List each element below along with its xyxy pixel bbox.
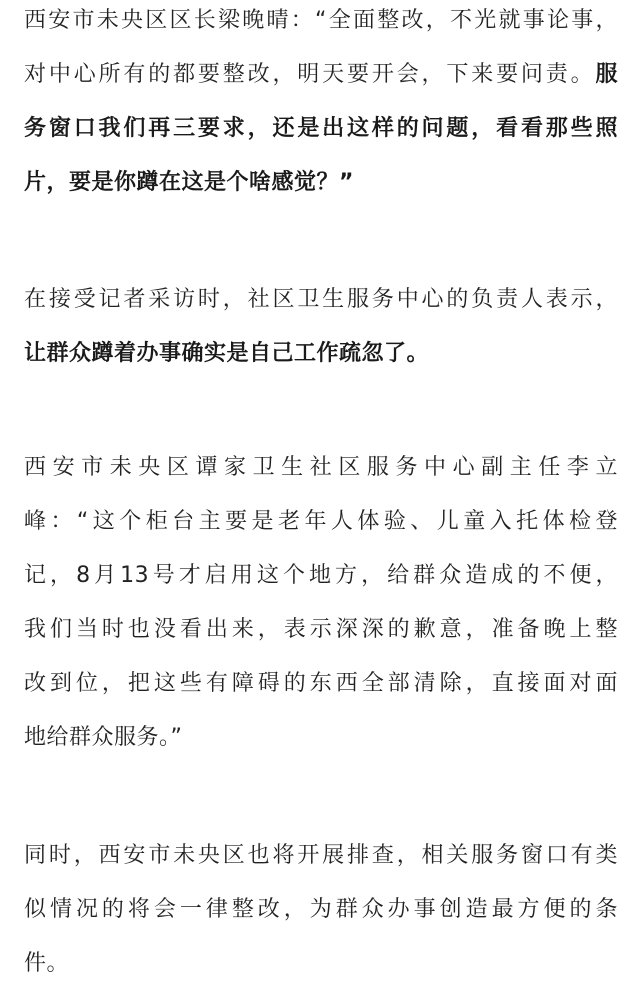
text-line: 同时，西安市未央区也将开展排查，相关服务窗口有类 — [24, 843, 618, 868]
text-line — [24, 48, 618, 102]
text-line: 地给群众服务。” — [24, 725, 183, 750]
text-segment: 对中心所有的都要整改，明天要开会，下来要问责。 — [24, 62, 596, 87]
bold-text-line: 让群众蹲着办事确实是自己工作疏忽了。 — [24, 341, 430, 366]
text-line: 西安市未央区谭家卫生社区服务中心副主任李立 — [24, 455, 618, 480]
paragraph-district-inspection — [24, 829, 618, 991]
text-line: 我们当时也没看出来，表示深深的歉意，准备晚上整 — [24, 617, 618, 642]
paragraph-district-head-quote — [24, 0, 618, 210]
text-line: 改到位，把这些有障碍的东西全部清除，直接面对面 — [24, 671, 618, 696]
text-line: 峰：“这个柜台主要是老年人体验、儿童入托体检登 — [24, 509, 618, 534]
bold-text-segment: 服 — [595, 62, 618, 87]
bold-text-line: 片，要是你蹲在这是个啥感觉？” — [24, 170, 354, 195]
text-line: 西安市未央区区长梁晚晴：“全面整改，不光就事论事， — [24, 8, 618, 33]
paragraph-center-head-statement — [24, 273, 618, 381]
text-line: 在接受记者采访时，社区卫生服务中心的负责人表示， — [24, 287, 618, 312]
bold-text-line: 务窗口我们再三要求，还是出这样的问题，看看那些照 — [24, 116, 618, 141]
text-line: 记，8月13号才启用这个地方，给群众造成的不便， — [24, 563, 618, 588]
text-line: 似情况的将会一律整改，为群众办事创造最方便的条 — [24, 897, 618, 922]
text-line: 件。 — [24, 951, 70, 976]
paragraph-deputy-director-quote — [24, 441, 618, 765]
